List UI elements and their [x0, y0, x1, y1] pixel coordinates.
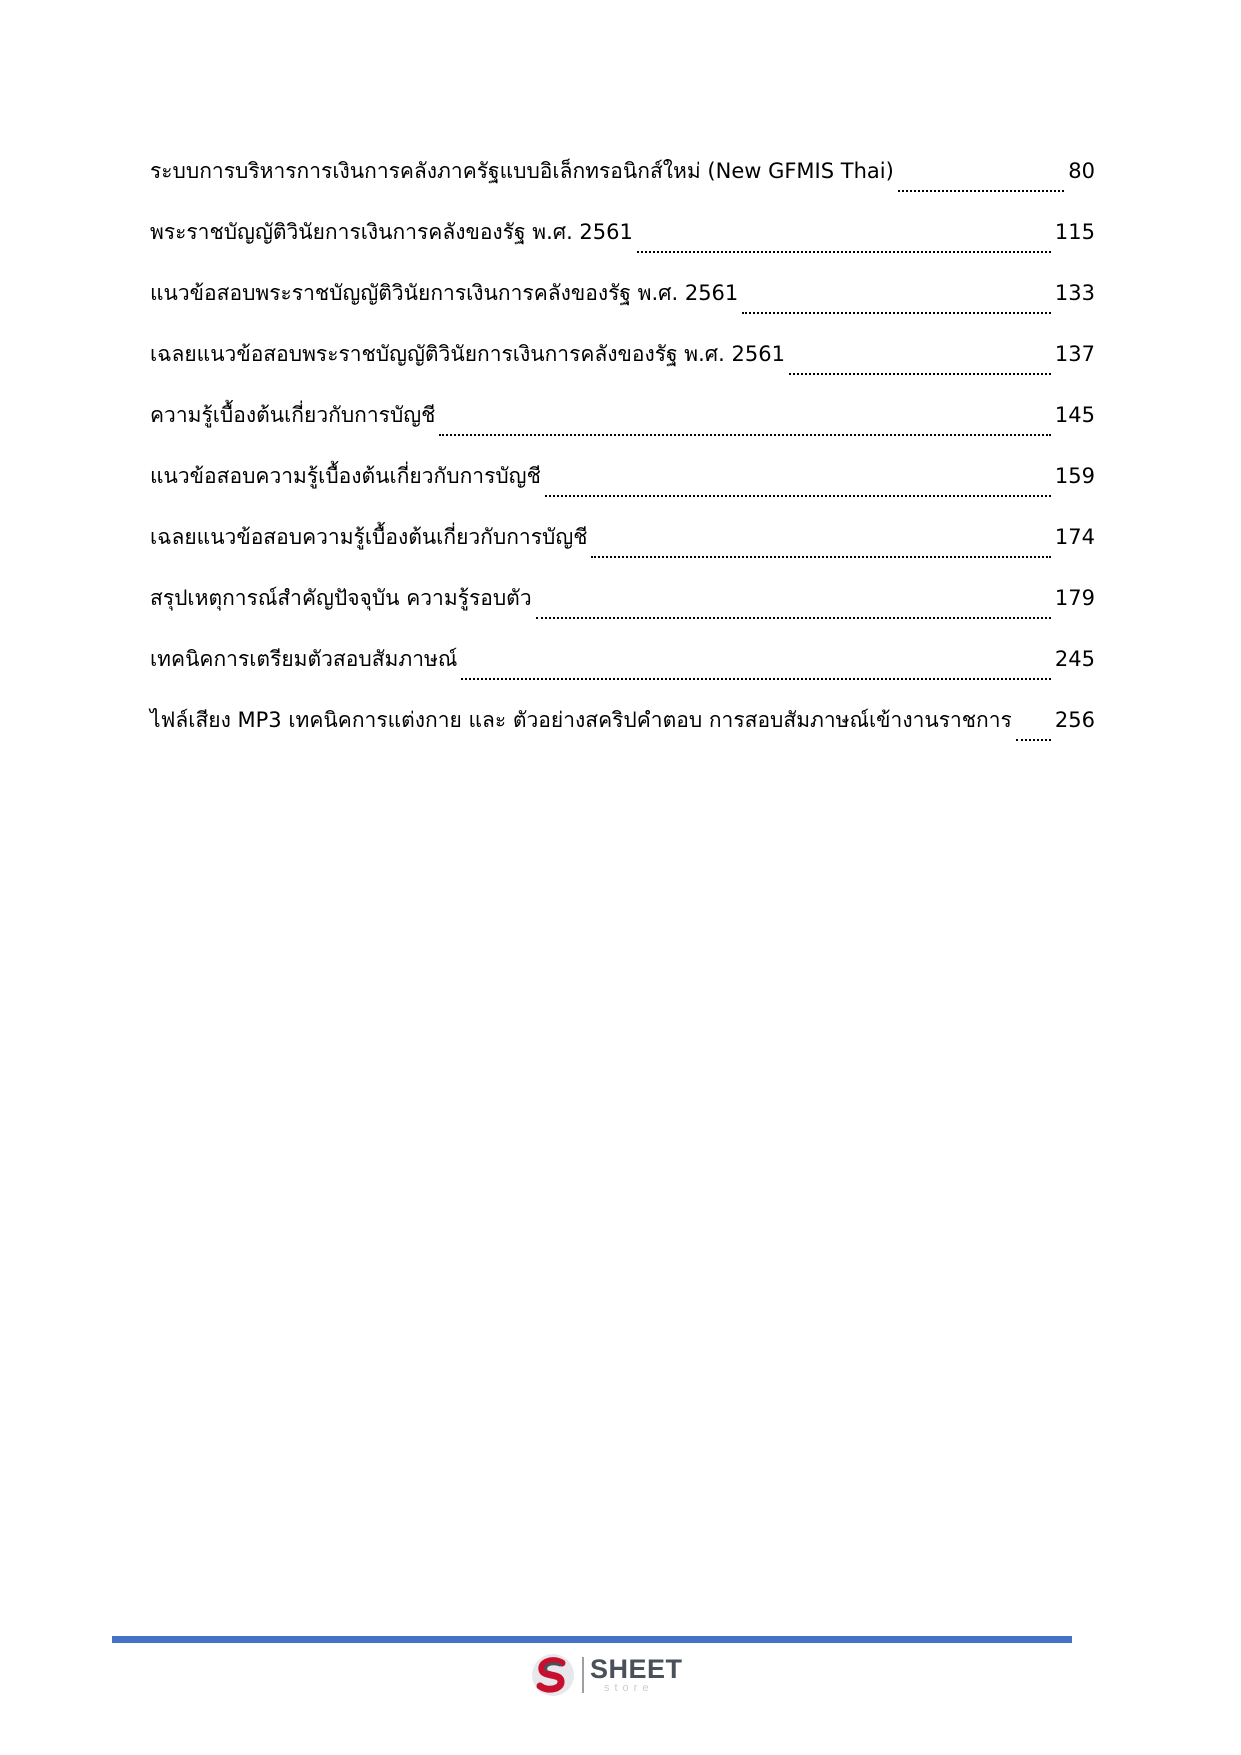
toc-dot-leader [536, 617, 1051, 619]
toc-entry-title: แนวข้อสอบความรู้เบื้องต้นเกี่ยวกับการบัญชี [150, 464, 541, 488]
toc-entry-title: พระราชบัญญัติวินัยการเงินการคลังของรัฐ พ.ศ. 2561 [150, 220, 633, 244]
toc-entry[interactable] [150, 699, 1095, 760]
logo-word: SHEET [590, 1654, 683, 1684]
toc-dot-leader [439, 434, 1050, 436]
toc-entry-title: สรุปเหตุการณ์สำคัญปัจจุบัน ความรู้รอบตัว [150, 586, 532, 610]
toc-entry[interactable] [150, 638, 1095, 699]
toc-entry-page: 174 [1054, 525, 1095, 549]
toc-dot-leader [637, 251, 1051, 253]
sheet-store-s-logo-icon [530, 1652, 576, 1698]
toc-entry-page: 179 [1054, 586, 1095, 610]
toc-entry-title: เฉลยแนวข้อสอบความรู้เบื้องต้นเกี่ยวกับการบัญชี [150, 525, 588, 549]
toc-entry-title: แนวข้อสอบพระราชบัญญัติวินัยการเงินการคลังของรัฐ พ.ศ. 2561 [150, 281, 739, 305]
toc-dot-leader [1016, 739, 1051, 741]
toc-entry[interactable] [150, 211, 1095, 272]
toc-entry-title: ความรู้เบื้องต้นเกี่ยวกับการบัญชี [150, 403, 436, 427]
toc-entry-page: 245 [1054, 647, 1095, 671]
footer-rule [112, 1636, 1072, 1643]
toc-dot-leader [742, 312, 1051, 314]
toc-entry[interactable] [150, 577, 1095, 638]
toc-entry-title: ระบบการบริหารการเงินการคลังภาครัฐแบบอิเล็กทรอนิกส์ใหม่ (New GFMIS Thai) [150, 159, 894, 183]
toc-dot-leader [545, 495, 1051, 497]
toc-entry-page: 115 [1054, 220, 1095, 244]
toc-entry-page: 145 [1054, 403, 1095, 427]
toc-entry[interactable] [150, 455, 1095, 516]
logo-wordmark [590, 1656, 683, 1694]
toc-dot-leader [789, 373, 1051, 375]
toc-entry[interactable] [150, 394, 1095, 455]
toc-dot-leader [898, 190, 1064, 192]
toc-entry-page: 159 [1054, 464, 1095, 488]
toc-entry-page: 256 [1054, 708, 1095, 732]
toc-entry[interactable] [150, 333, 1095, 394]
toc-entry-title: เฉลยแนวข้อสอบพระราชบัญญัติวินัยการเงินการคลังของรัฐ พ.ศ. 2561 [150, 342, 785, 366]
toc-entry-page: 80 [1068, 159, 1095, 183]
table-of-contents [150, 150, 1095, 760]
toc-entry-title: ไฟล์เสียง MP3 เทคนิคการแต่งกาย และ ตัวอย่างสคริปคำตอบ การสอบสัมภาษณ์เข้างานราชการ [150, 708, 1012, 732]
toc-entry-page: 133 [1054, 281, 1095, 305]
logo-subword: store [604, 1682, 654, 1694]
toc-dot-leader [591, 556, 1050, 558]
logo-divider [582, 1657, 584, 1693]
footer-logo [530, 1650, 683, 1700]
toc-dot-leader [461, 678, 1051, 680]
toc-entry-title: เทคนิคการเตรียมตัวสอบสัมภาษณ์ [150, 647, 458, 671]
toc-entry-page: 137 [1054, 342, 1095, 366]
toc-entry[interactable] [150, 150, 1095, 211]
toc-entry[interactable] [150, 272, 1095, 333]
toc-entry[interactable] [150, 516, 1095, 577]
